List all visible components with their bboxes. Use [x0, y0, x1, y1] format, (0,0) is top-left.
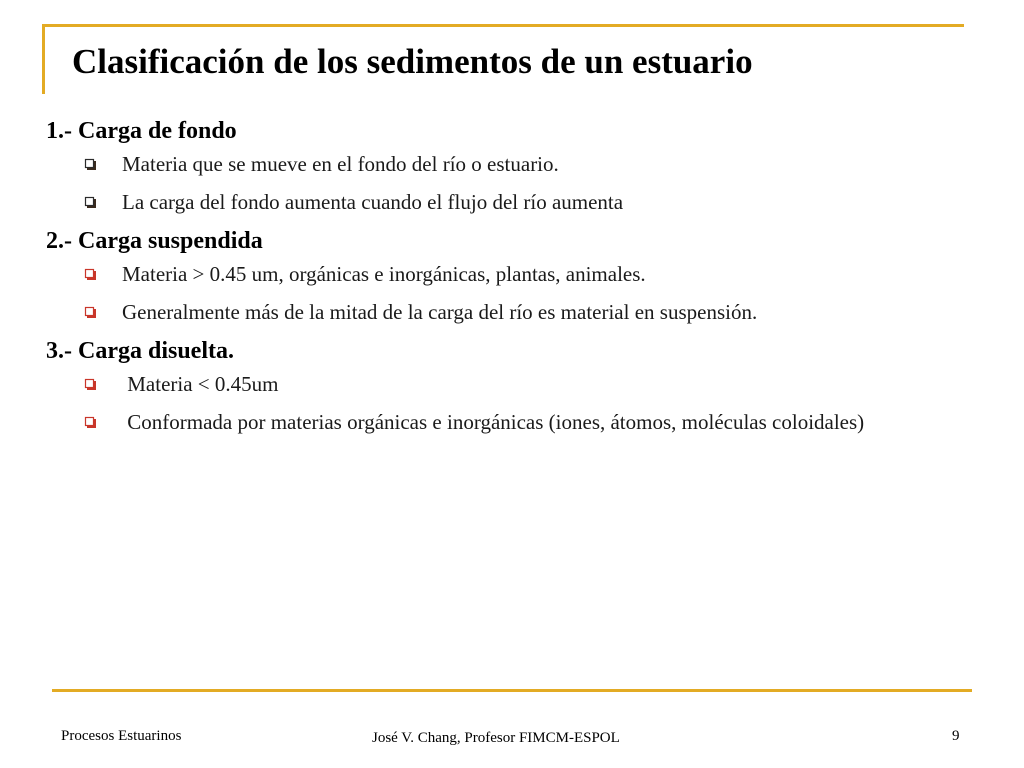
- section-heading: 2.- Carga suspendida: [46, 228, 263, 254]
- footer-course-name: Procesos Estuarinos: [61, 728, 182, 744]
- section-heading: 3.- Carga disuelta.: [46, 338, 234, 364]
- section-heading: 1.- Carga de fondo: [46, 118, 237, 144]
- slide-title: Clasificación de los sedimentos de un estuario: [72, 42, 753, 81]
- square-bullet-icon: [84, 306, 98, 320]
- bullet-text: Materia > 0.45 um, orgánicas e inorgánicas, plantas, animales.: [122, 262, 646, 286]
- bullet-list: [46, 261, 946, 325]
- footer-author: José V. Chang, Profesor FIMCM-ESPOL: [372, 730, 620, 746]
- bullet-item: [46, 189, 946, 215]
- bullet-item: [46, 409, 946, 435]
- section-carga-de-fondo: [46, 117, 946, 215]
- title-frame-left-rule: [42, 24, 45, 94]
- bullet-item: [46, 371, 946, 397]
- bullet-list: [46, 371, 946, 435]
- slide-content: [46, 117, 946, 447]
- square-bullet-icon: [84, 158, 98, 172]
- section-carga-suspendida: [46, 227, 946, 325]
- bullet-text: Materia < 0.45um: [122, 372, 279, 396]
- square-bullet-icon: [84, 416, 98, 430]
- slide-page-number: 9: [952, 728, 960, 744]
- square-bullet-icon: [84, 268, 98, 282]
- bullet-item: [46, 261, 946, 287]
- square-bullet-icon: [84, 196, 98, 210]
- bullet-text: La carga del fondo aumenta cuando el flujo del río aumenta: [122, 190, 624, 214]
- square-bullet-icon: [84, 378, 98, 392]
- bullet-text: Generalmente más de la mitad de la carga del río es material en suspensión.: [122, 300, 758, 324]
- footer-rule: [52, 689, 972, 692]
- bullet-list: [46, 151, 946, 215]
- title-frame-top-rule: [42, 24, 964, 27]
- bullet-text: Materia que se mueve en el fondo del río o estuario.: [122, 152, 559, 176]
- bullet-item: [46, 299, 946, 325]
- bullet-item: [46, 151, 946, 177]
- bullet-text: Conformada por materias orgánicas e inorgánicas (iones, átomos, moléculas coloidales): [122, 410, 865, 434]
- section-carga-disuelta: [46, 337, 946, 435]
